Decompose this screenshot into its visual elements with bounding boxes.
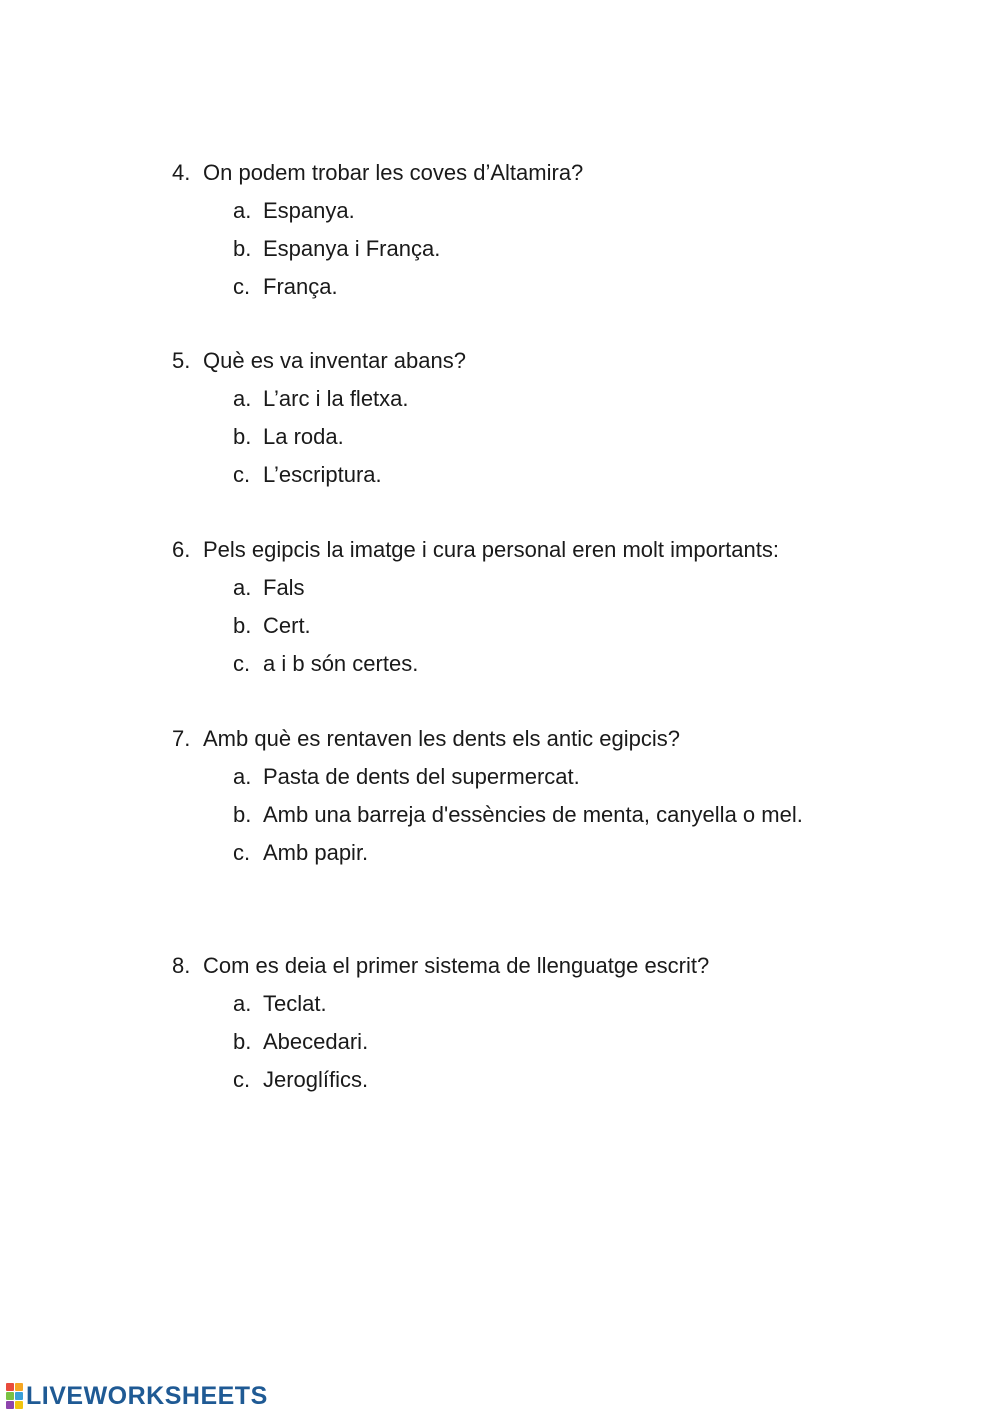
option-text: Abecedari. — [263, 1029, 369, 1054]
option-text: Espanya. — [263, 198, 355, 223]
answer-option[interactable] — [233, 1061, 872, 1099]
option-letter: b. — [233, 1029, 252, 1054]
question-text: Pels egipcis la imatge i cura personal eren molt importants: — [203, 537, 779, 562]
logo-mark-tile — [6, 1383, 14, 1391]
option-letter: c. — [233, 462, 251, 487]
question-4 — [172, 154, 872, 306]
logo-mark-tile — [6, 1392, 14, 1400]
question-text: On podem trobar les coves d’Altamira? — [203, 160, 584, 185]
option-text: Jeroglífics. — [263, 1067, 369, 1092]
answer-option[interactable] — [233, 569, 872, 607]
question-text: Què es va inventar abans? — [203, 348, 466, 373]
question-7 — [172, 720, 872, 872]
answer-option[interactable] — [233, 192, 872, 230]
option-letter: b. — [233, 236, 252, 261]
answer-option[interactable] — [233, 456, 872, 494]
option-letter: c. — [233, 274, 251, 299]
answer-option[interactable] — [233, 230, 872, 268]
option-text: Pasta de dents del supermercat. — [263, 764, 580, 789]
option-letter: c. — [233, 651, 251, 676]
answer-option[interactable] — [233, 834, 872, 872]
option-letter: b. — [233, 802, 252, 827]
question-number: 7. — [172, 726, 191, 751]
logo-mark-tile — [15, 1401, 23, 1409]
question-5 — [172, 342, 872, 494]
option-text: Amb papir. — [263, 840, 369, 865]
logo-mark-tile — [6, 1401, 14, 1409]
answer-option[interactable] — [233, 418, 872, 456]
question-text: Amb què es rentaven les dents els antic egipcis? — [203, 726, 680, 751]
option-letter: a. — [233, 991, 252, 1016]
question-text: Com es deia el primer sistema de llenguatge escrit? — [203, 953, 710, 978]
option-letter: a. — [233, 575, 252, 600]
question-number: 5. — [172, 348, 191, 373]
option-letter: a. — [233, 386, 252, 411]
option-text: Cert. — [263, 613, 311, 638]
logo-mark-icon — [6, 1383, 23, 1409]
option-text: L’arc i la fletxa. — [263, 386, 409, 411]
option-text: Espanya i França. — [263, 236, 441, 261]
option-letter: b. — [233, 613, 252, 638]
answer-option[interactable] — [233, 796, 872, 834]
option-text: Amb una barreja d'essències de menta, canyella o mel. — [263, 802, 803, 827]
option-text: Fals — [263, 575, 305, 600]
answer-option[interactable] — [233, 1023, 872, 1061]
liveworksheets-logo[interactable] — [6, 1381, 268, 1411]
option-letter: a. — [233, 764, 252, 789]
logo-mark-tile — [15, 1383, 23, 1391]
answer-option[interactable] — [233, 985, 872, 1023]
question-number: 8. — [172, 953, 191, 978]
option-letter: b. — [233, 424, 252, 449]
option-text: França. — [263, 274, 338, 299]
logo-mark-tile — [15, 1392, 23, 1400]
option-text: Teclat. — [263, 991, 327, 1016]
answer-option[interactable] — [233, 607, 872, 645]
option-letter: c. — [233, 1067, 251, 1092]
option-text: a i b són certes. — [263, 651, 419, 676]
question-8 — [172, 947, 872, 1099]
answer-option[interactable] — [233, 268, 872, 306]
option-letter: a. — [233, 198, 252, 223]
logo-text: LIVEWORKSHEETS — [26, 1381, 268, 1410]
answer-option[interactable] — [233, 758, 872, 796]
question-number: 6. — [172, 537, 191, 562]
answer-option[interactable] — [233, 380, 872, 418]
option-text: La roda. — [263, 424, 344, 449]
option-text: L’escriptura. — [263, 462, 382, 487]
answer-option[interactable] — [233, 645, 872, 683]
question-number: 4. — [172, 160, 191, 185]
question-6 — [172, 531, 872, 683]
option-letter: c. — [233, 840, 251, 865]
